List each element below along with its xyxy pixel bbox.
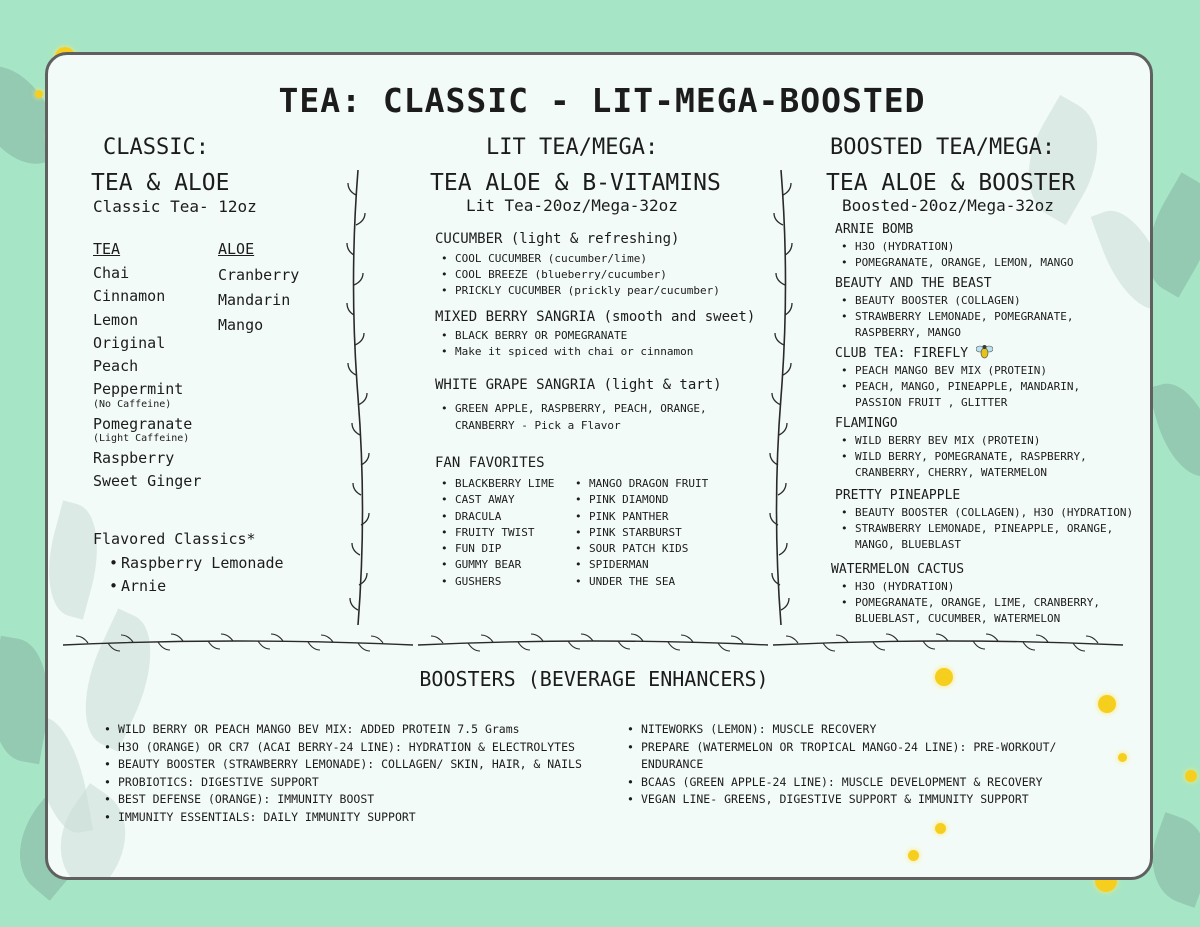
menu-item: • DRACULA (435, 509, 554, 525)
boosted-subtitle: TEA ALOE & BOOSTER (826, 170, 1076, 196)
menu-item: • WILD BERRY, POMEGRANATE, RASPBERRY, (835, 449, 1145, 465)
tea-item: Peach (93, 357, 139, 376)
yellow-dot (935, 823, 946, 834)
classic-header: CLASSIC: (103, 135, 209, 160)
menu-item: • H3O (HYDRATION) (835, 579, 1145, 595)
tea-item: Cinnamon (93, 287, 166, 306)
vine-divider (768, 170, 794, 625)
leaf-decoration (1148, 375, 1200, 485)
classic-subtitle: TEA & ALOE (91, 170, 230, 196)
mixed-berry-header: MIXED BERRY SANGRIA (smooth and sweet) (435, 309, 756, 325)
menu-item: • POMEGRANATE, ORANGE, LIME, CRANBERRY, (835, 595, 1145, 611)
menu-item: • BLACK BERRY OR POMEGRANATE (435, 328, 693, 344)
lit-header: LIT TEA/MEGA: (486, 135, 659, 160)
menu-item: • Make it spiced with chai or cinnamon (435, 344, 693, 360)
yellow-dot (908, 850, 919, 861)
menu-item: • CAST AWAY (435, 492, 554, 508)
boosters-header: BOOSTERS (BEVERAGE ENHANCERS) (419, 667, 769, 691)
menu-item-continued: RASPBERRY, MANGO (855, 326, 961, 339)
menu-item-continued: CRANBERRY, CHERRY, WATERMELON (855, 466, 1048, 479)
booster-item: • IMMUNITY ESSENTIALS: DAILY IMMUNITY SUPPORT (100, 809, 582, 827)
tea-item: Pomegranate (93, 414, 193, 433)
menu-item: • FUN DIP (435, 541, 554, 557)
fan-favorites-left (435, 476, 554, 590)
menu-item-continued: CRANBERRY - Pick a Flavor (455, 419, 621, 432)
menu-item: • SPIDERMAN (569, 557, 708, 573)
tea-header: TEA (93, 240, 121, 258)
menu-item-continued: MANGO, BLUEBLAST (855, 538, 961, 551)
menu-item: • PINK PANTHER (569, 509, 708, 525)
drink-name: ARNIE BOMB (835, 222, 914, 237)
menu-item: • COOL BREEZE (blueberry/cucumber) (435, 267, 720, 283)
menu-item: • PEACH, MANGO, PINEAPPLE, MANDARIN, (835, 379, 1145, 395)
booster-item: • NITEWORKS (LEMON): MUSCLE RECOVERY (623, 721, 1056, 739)
aloe-item: Mandarin (218, 291, 291, 309)
menu-item: • MANGO DRAGON FRUIT (569, 476, 708, 492)
horizontal-vine-divider (58, 633, 1148, 657)
vine-divider (345, 170, 371, 625)
flavored-header: Flavored Classics* (93, 530, 256, 548)
menu-item: • GREEN APPLE, RASPBERRY, PEACH, ORANGE, (435, 400, 707, 417)
fan-favorites-right (569, 476, 708, 590)
drink-name: PRETTY PINEAPPLE (835, 488, 961, 503)
menu-item: • H3O (HYDRATION) (835, 239, 1145, 255)
menu-item: • FRUITY TWIST (435, 525, 554, 541)
drink-name: FLAMINGO (835, 416, 898, 431)
menu-item: • COOL CUCUMBER (cucumber/lime) (435, 251, 720, 267)
drink-name: WATERMELON CACTUS (831, 562, 965, 577)
fan-favorites-header: FAN FAVORITES (435, 455, 545, 471)
cucumber-list (435, 251, 720, 299)
tea-item: Sweet Ginger (93, 472, 202, 491)
tea-item: Raspberry (93, 449, 175, 468)
lit-size: Lit Tea-20oz/Mega-32oz (466, 196, 678, 215)
booster-item: • BEST DEFENSE (ORANGE): IMMUNITY BOOST (100, 791, 582, 809)
tea-item: Peppermint (93, 380, 184, 399)
flavored-item: • Raspberry Lemonade (103, 552, 284, 575)
menu-item: • STRAWBERRY LEMONADE, PINEAPPLE, ORANGE, (835, 521, 1145, 537)
tea-item: Chai (93, 264, 130, 282)
boosted-list (831, 221, 1145, 627)
flavored-item: • Arnie (103, 575, 284, 598)
menu-card (45, 52, 1153, 880)
menu-item: • PEACH MANGO BEV MIX (PROTEIN) (835, 363, 1145, 379)
white-grape-list (435, 400, 707, 434)
menu-item-continued: BLUEBLAST, CUCUMBER, WATERMELON (855, 612, 1061, 625)
menu-item: • PINK STARBURST (569, 525, 708, 541)
drink-name: CLUB TEA: FIREFLY (835, 346, 969, 361)
firefly-icon (976, 344, 993, 359)
menu-item-continued: PASSION FRUIT , GLITTER (855, 396, 1008, 409)
menu-item: • BEAUTY BOOSTER (COLLAGEN), H3O (HYDRATION) (835, 505, 1145, 521)
leaf-decoration (45, 500, 111, 619)
menu-item: • BLACKBERRY LIME (435, 476, 554, 492)
drink-name: BEAUTY AND THE BEAST (835, 276, 992, 291)
page-title: TEA: CLASSIC - LIT-MEGA-BOOSTED (278, 81, 926, 120)
menu-item: • STRAWBERRY LEMONADE, POMEGRANATE, (835, 309, 1145, 325)
tea-item: Original (93, 333, 166, 352)
menu-item: • UNDER THE SEA (569, 574, 708, 590)
caffeine-note: (No Caffeine) (93, 398, 172, 410)
lit-subtitle: TEA ALOE & B-VITAMINS (430, 170, 721, 196)
booster-item-continued: ENDURANCE (641, 757, 704, 772)
classic-size: Classic Tea- 12oz (93, 197, 257, 216)
yellow-dot (1118, 753, 1127, 762)
menu-item: • POMEGRANATE, ORANGE, LEMON, MANGO (835, 255, 1145, 271)
boosters-left-list (100, 721, 582, 827)
menu-item: • GUMMY BEAR (435, 557, 554, 573)
aloe-list (218, 263, 299, 338)
booster-item: • H3O (ORANGE) OR CR7 (ACAI BERRY-24 LINE): HYDRATION & ELECTROLYTES (100, 739, 582, 757)
aloe-header: ALOE (218, 240, 255, 258)
aloe-item: Cranberry (218, 266, 300, 284)
flavored-list (103, 552, 284, 599)
tea-item: Lemon (93, 310, 139, 329)
menu-item: • GUSHERS (435, 574, 554, 590)
menu-item: • PINK DIAMOND (569, 492, 708, 508)
booster-item: • VEGAN LINE- GREENS, DIGESTIVE SUPPORT & IMMUNITY SUPPORT (623, 791, 1056, 809)
yellow-dot (1185, 770, 1197, 782)
aloe-item: Mango (218, 316, 264, 334)
tea-list (93, 262, 201, 494)
boosted-header: BOOSTED TEA/MEGA: (830, 135, 1056, 160)
booster-item: • BCAAS (GREEN APPLE-24 LINE): MUSCLE DEVELOPMENT & RECOVERY (623, 774, 1056, 792)
yellow-dot (1098, 695, 1116, 713)
yellow-dot (35, 90, 43, 98)
caffeine-note: (Light Caffeine) (93, 433, 190, 445)
boosters-right-list (623, 721, 1056, 809)
menu-item: • PRICKLY CUCUMBER (prickly pear/cucumber) (435, 283, 720, 299)
booster-item: • PREPARE (WATERMELON OR TROPICAL MANGO-24 LINE): PRE-WORKOUT/ (623, 739, 1056, 757)
mixed-berry-list (435, 328, 693, 360)
cucumber-header: CUCUMBER (light & refreshing) (435, 231, 680, 247)
boosted-size: Boosted-20oz/Mega-32oz (842, 196, 1054, 215)
menu-item: • SOUR PATCH KIDS (569, 541, 708, 557)
booster-item: • BEAUTY BOOSTER (STRAWBERRY LEMONADE): COLLAGEN/ SKIN, HAIR, & NAILS (100, 756, 582, 774)
booster-item: • PROBIOTICS: DIGESTIVE SUPPORT (100, 774, 582, 792)
menu-item: • BEAUTY BOOSTER (COLLAGEN) (835, 293, 1145, 309)
booster-item: • WILD BERRY OR PEACH MANGO BEV MIX: ADDED PROTEIN 7.5 Grams (100, 721, 582, 739)
white-grape-header: WHITE GRAPE SANGRIA (light & tart) (435, 377, 722, 393)
menu-item: • WILD BERRY BEV MIX (PROTEIN) (835, 433, 1145, 449)
